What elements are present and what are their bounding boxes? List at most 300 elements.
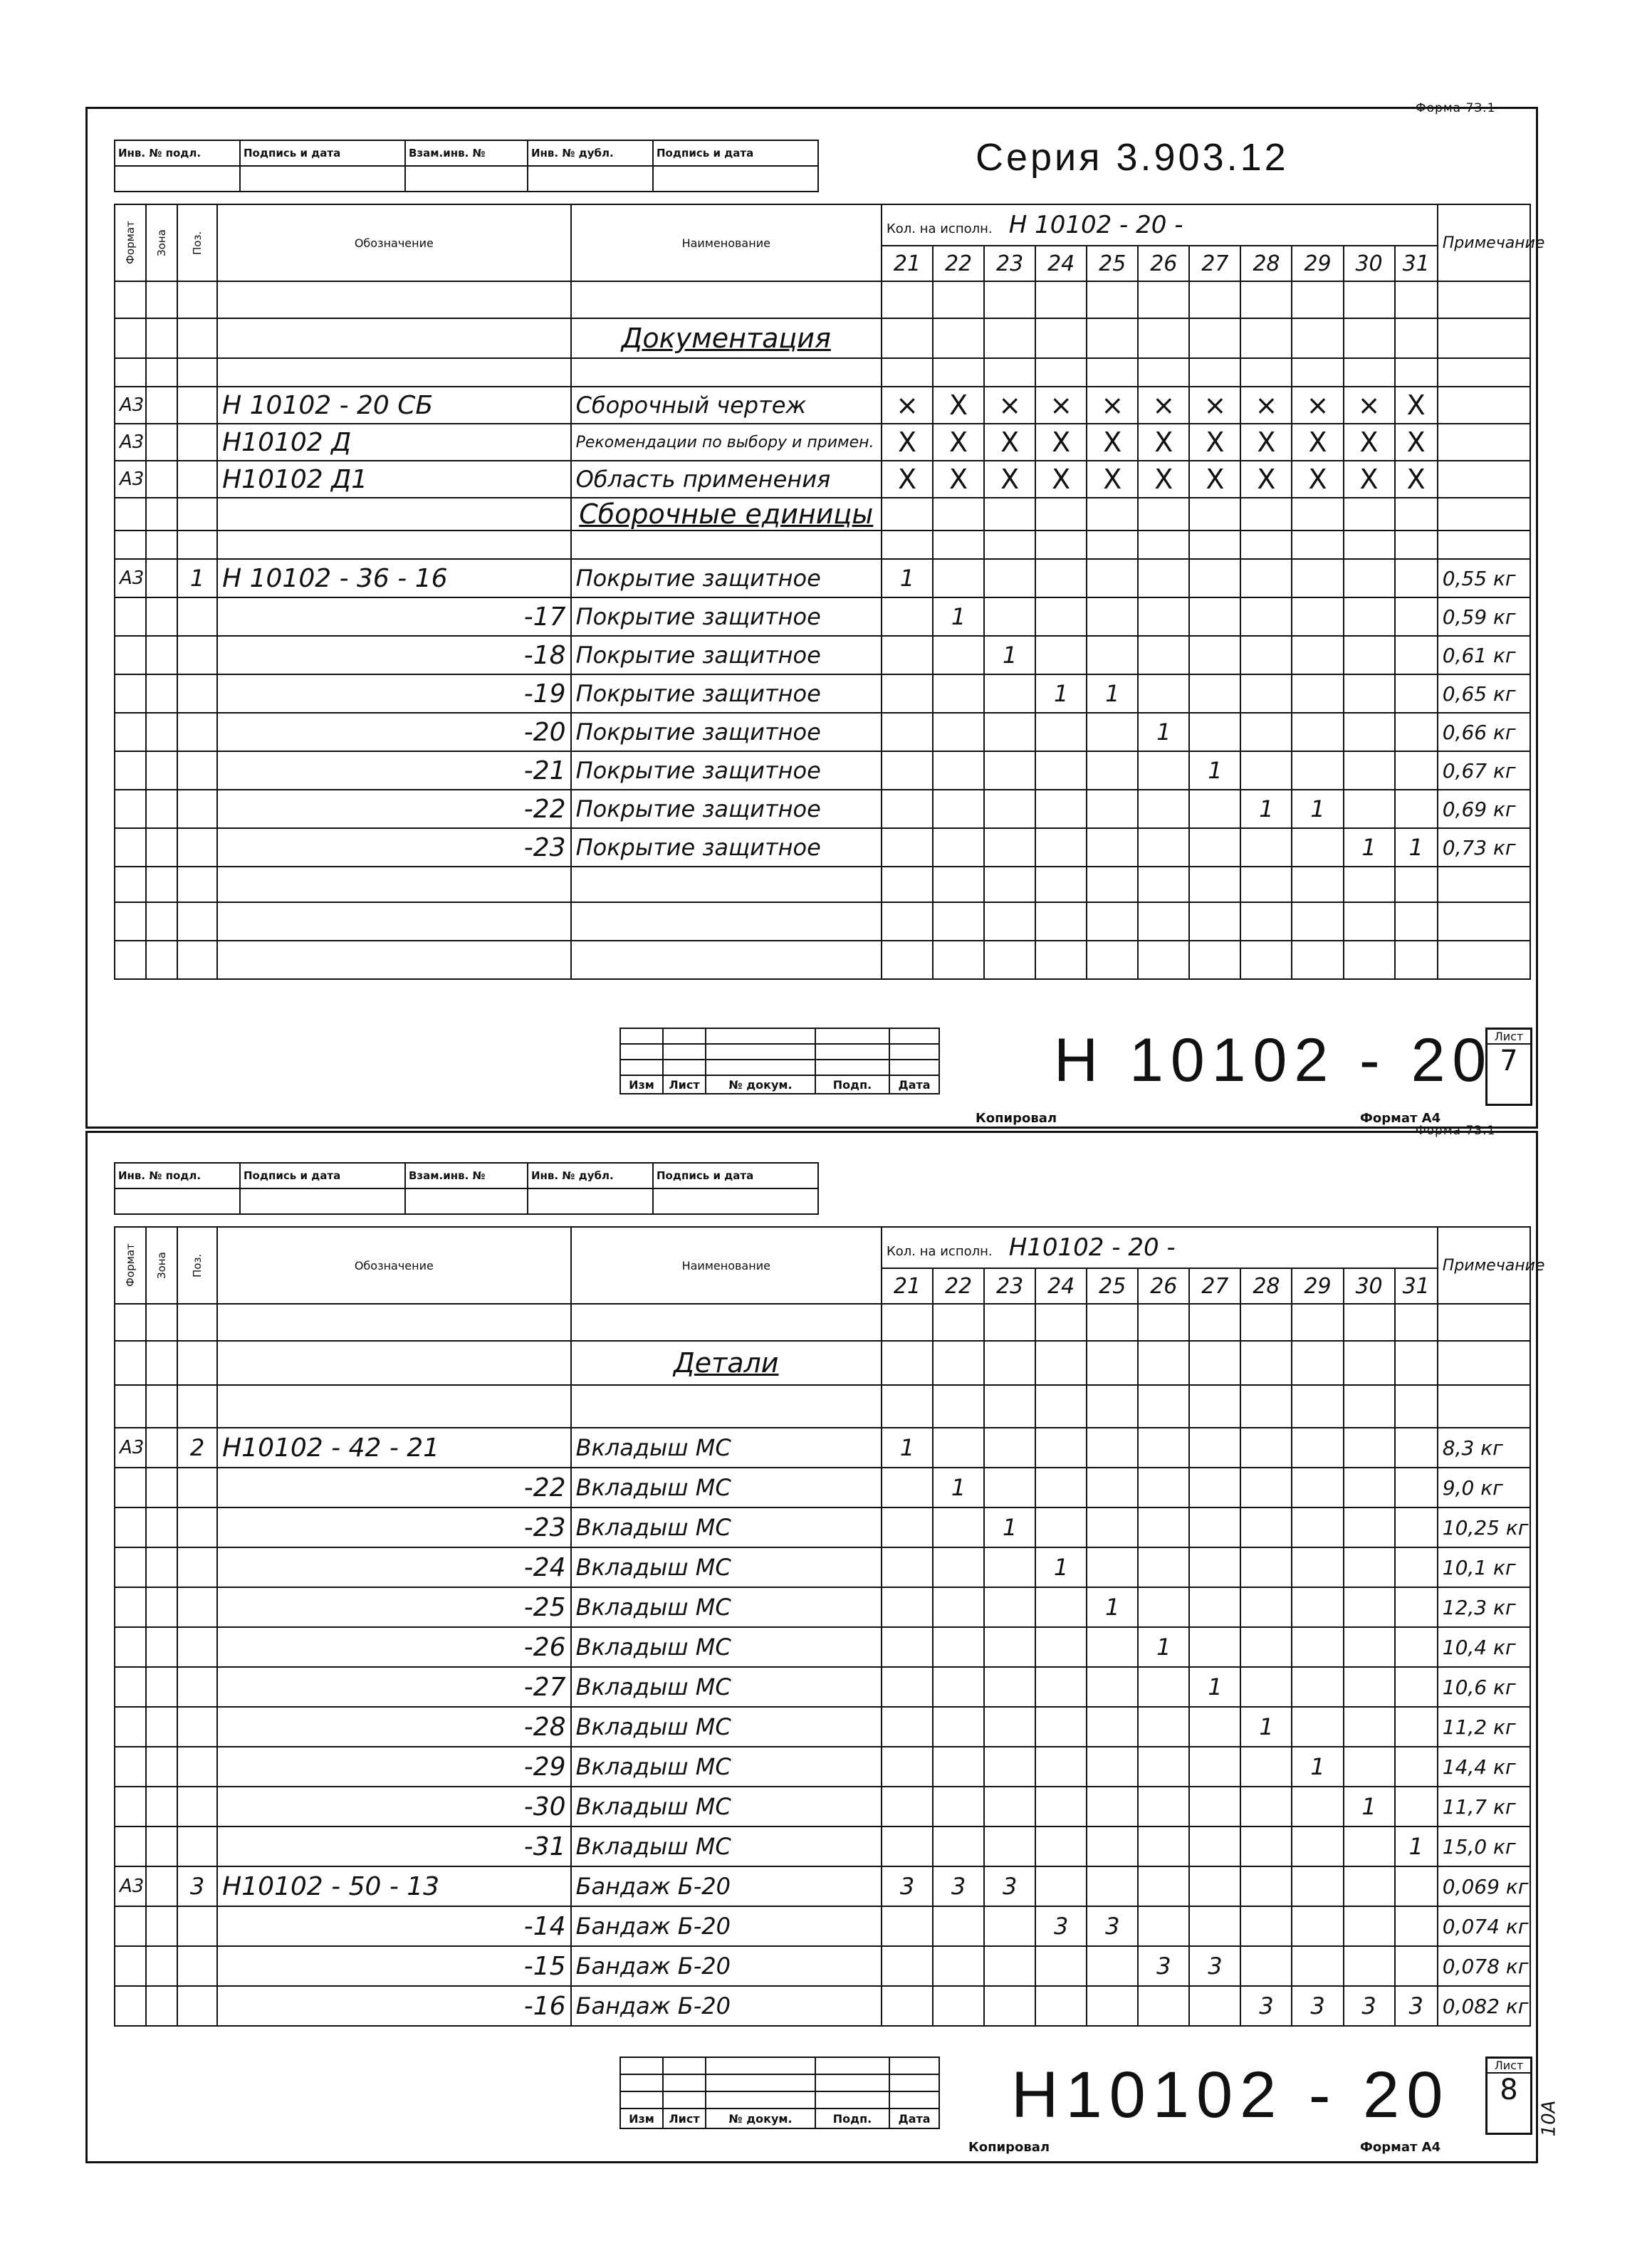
note-cell: 10,6 кг (1438, 1667, 1530, 1707)
zone-cell (146, 387, 177, 424)
table-row (115, 1304, 1530, 1341)
quantity-cell: 3 (1035, 1906, 1087, 1946)
zone-cell (146, 1747, 177, 1787)
note-cell: 10,1 кг (1438, 1547, 1530, 1587)
zone-cell (146, 559, 177, 597)
table-cell (882, 358, 933, 387)
note-cell: 0,078 кг (1438, 1946, 1530, 1986)
table-cell (571, 941, 882, 979)
designation-cell: -23 (217, 828, 570, 867)
note-cell: 0,069 кг (1438, 1866, 1530, 1906)
quantity-cell (882, 828, 933, 867)
quantity-cell (1292, 597, 1343, 636)
table-cell (217, 941, 570, 979)
qty-column-header: 22 (933, 246, 984, 281)
table-cell (115, 867, 146, 902)
table-cell (115, 318, 146, 358)
stamp-cell: Инв. № подл. (115, 1163, 240, 1188)
col-zone-header: Зона (146, 1227, 177, 1304)
quantity-cell (933, 1787, 984, 1827)
qty-column-header: 22 (933, 1268, 984, 1304)
note-cell: 9,0 кг (1438, 1468, 1530, 1507)
quantity-cell: 1 (1035, 674, 1087, 713)
name-cell: Вкладыш МС (571, 1707, 882, 1747)
format-cell: А3 (115, 424, 146, 461)
format-cell (115, 1747, 146, 1787)
table-cell (1189, 867, 1240, 902)
stamp-cell: Инв. № дубл. (528, 1163, 653, 1188)
quantity-cell (1395, 1946, 1438, 1986)
quantity-cell (1395, 1906, 1438, 1946)
quantity-cell (1240, 1507, 1292, 1547)
position-cell (177, 751, 217, 790)
table-cell (217, 358, 570, 387)
quantity-cell (1240, 1906, 1292, 1946)
table-cell (1292, 867, 1343, 902)
name-cell: Покрытие защитное (571, 597, 882, 636)
table-cell (1240, 318, 1292, 358)
table-cell (1189, 281, 1240, 318)
quantity-cell (1344, 1827, 1395, 1866)
table-cell (933, 498, 984, 531)
table-row (115, 1468, 1530, 1507)
table-row (115, 674, 1530, 713)
table-row (115, 1787, 1530, 1827)
table-cell (1438, 1304, 1530, 1341)
table-cell (1087, 941, 1138, 979)
quantity-cell (1240, 1866, 1292, 1906)
applicability-mark: × (1138, 387, 1189, 424)
sheet-number-label: Лист (1487, 1030, 1530, 1045)
quantity-cell (1344, 1946, 1395, 1986)
table-cell (1344, 531, 1395, 559)
qty-header (882, 204, 1438, 246)
zone-cell (146, 828, 177, 867)
name-cell: Вкладыш МС (571, 1627, 882, 1667)
quantity-cell (1087, 1667, 1138, 1707)
table-row (115, 1587, 1530, 1627)
stamp-cell (240, 166, 405, 192)
quantity-cell (1344, 1507, 1395, 1547)
quantity-cell (1189, 1707, 1240, 1747)
quantity-cell (984, 751, 1035, 790)
table-cell (571, 358, 882, 387)
designation-cell: -20 (217, 713, 570, 751)
quantity-cell (1035, 1468, 1087, 1507)
archive-stamp (114, 140, 819, 192)
quantity-cell: 1 (1292, 790, 1343, 828)
table-cell (177, 281, 217, 318)
quantity-cell (1395, 636, 1438, 674)
quantity-cell: 3 (1344, 1986, 1395, 2026)
name-cell: Сборочный чертеж (571, 387, 882, 424)
position-cell (177, 424, 217, 461)
quantity-cell (1240, 1747, 1292, 1787)
tb-date: Дата (889, 2108, 939, 2128)
format-label: Формат А4 (1360, 1111, 1441, 1126)
quantity-cell (1035, 1866, 1087, 1906)
quantity-cell (1087, 1787, 1138, 1827)
position-cell (177, 713, 217, 751)
quantity-cell (1035, 1707, 1087, 1747)
quantity-cell: 1 (933, 597, 984, 636)
table-row (115, 358, 1530, 387)
quantity-cell (882, 1986, 933, 2026)
name-cell: Бандаж Б-20 (571, 1906, 882, 1946)
quantity-cell (1138, 1906, 1189, 1946)
qty-header (882, 1227, 1438, 1268)
quantity-cell (1189, 713, 1240, 751)
quantity-cell (1189, 1787, 1240, 1827)
position-cell (177, 1946, 217, 1986)
applicability-mark: Х (984, 461, 1035, 498)
position-cell (177, 1827, 217, 1866)
qty-column-header: 21 (882, 246, 933, 281)
table-cell (1035, 1304, 1087, 1341)
quantity-cell (1087, 1547, 1138, 1587)
quantity-cell (1087, 1507, 1138, 1547)
note-cell: 0,082 кг (1438, 1986, 1530, 2026)
quantity-cell (1395, 1866, 1438, 1906)
quantity-cell (933, 559, 984, 597)
stamp-cell: Инв. № подл. (115, 140, 240, 166)
quantity-cell (1087, 1627, 1138, 1667)
table-cell (882, 531, 933, 559)
copied-by-label: Копировал (968, 2140, 1050, 2155)
position-cell (177, 674, 217, 713)
quantity-cell: 3 (1189, 1946, 1240, 1986)
table-cell (1395, 1385, 1438, 1428)
stamp-cell: Инв. № дубл. (528, 140, 653, 166)
table-cell (146, 318, 177, 358)
note-cell: 0,69 кг (1438, 790, 1530, 828)
format-cell: А3 (115, 1866, 146, 1906)
table-cell (1344, 498, 1395, 531)
table-row (115, 828, 1530, 867)
quantity-cell (933, 1827, 984, 1866)
table-cell (1292, 1304, 1343, 1341)
position-cell (177, 828, 217, 867)
quantity-cell (882, 1468, 933, 1507)
qty-column-header: 29 (1292, 246, 1343, 281)
table-cell (1395, 318, 1438, 358)
table-cell (882, 498, 933, 531)
name-cell: Вкладыш МС (571, 1547, 882, 1587)
table-cell (571, 281, 882, 318)
table-cell (1344, 867, 1395, 902)
quantity-cell (1138, 1787, 1189, 1827)
section-row (115, 1341, 1530, 1385)
table-cell (1344, 281, 1395, 318)
designation-cell: -31 (217, 1827, 570, 1866)
table-cell (984, 941, 1035, 979)
format-cell (115, 1667, 146, 1707)
quantity-cell (1344, 1587, 1395, 1627)
quantity-cell (1240, 1627, 1292, 1667)
table-cell (177, 531, 217, 559)
applicability-mark: × (1035, 387, 1087, 424)
applicability-mark: Х (984, 424, 1035, 461)
quantity-cell (933, 1547, 984, 1587)
table-row (115, 281, 1530, 318)
quantity-cell (1344, 713, 1395, 751)
table-cell (115, 1304, 146, 1341)
applicability-mark: Х (1240, 461, 1292, 498)
qty-column-header: 31 (1395, 246, 1438, 281)
quantity-cell (1138, 1986, 1189, 2026)
table-cell (1138, 531, 1189, 559)
designation-cell: -28 (217, 1707, 570, 1747)
quantity-cell (933, 1946, 984, 1986)
table-cell (1087, 1341, 1138, 1385)
table-cell (984, 867, 1035, 902)
note-cell: 12,3 кг (1438, 1587, 1530, 1627)
quantity-cell (1344, 1428, 1395, 1468)
name-cell: Покрытие защитное (571, 790, 882, 828)
quantity-cell (1292, 674, 1343, 713)
quantity-cell (1292, 1627, 1343, 1667)
stamp-cell: Подпись и дата (653, 140, 818, 166)
tb-doc: № докум. (706, 1075, 815, 1094)
name-cell: Рекомендации по выбору и примен. (571, 424, 882, 461)
table-row (115, 1507, 1530, 1547)
table-cell (571, 531, 882, 559)
table-row (115, 1747, 1530, 1787)
qty-column-header: 26 (1138, 246, 1189, 281)
quantity-cell (1240, 559, 1292, 597)
format-cell (115, 1787, 146, 1827)
quantity-cell (984, 1468, 1035, 1507)
qty-column-header: 24 (1035, 1268, 1087, 1304)
quantity-cell (1344, 597, 1395, 636)
quantity-cell (882, 636, 933, 674)
stamp-cell (528, 1188, 653, 1214)
quantity-cell (1395, 1747, 1438, 1787)
format-cell (115, 1507, 146, 1547)
quantity-cell (1344, 559, 1395, 597)
table-cell (1189, 318, 1240, 358)
quantity-cell (984, 1707, 1035, 1747)
qty-column-header: 25 (1087, 246, 1138, 281)
position-cell (177, 790, 217, 828)
quantity-cell: 1 (1344, 828, 1395, 867)
note-cell (1438, 461, 1530, 498)
applicability-mark: × (1292, 387, 1343, 424)
quantity-cell: 3 (984, 1866, 1035, 1906)
table-cell (1395, 498, 1438, 531)
qty-column-header: 30 (1344, 1268, 1395, 1304)
qty-column-header: 27 (1189, 1268, 1240, 1304)
table-cell (1240, 498, 1292, 531)
quantity-cell (1189, 674, 1240, 713)
format-cell (115, 1906, 146, 1946)
quantity-cell (933, 828, 984, 867)
quantity-cell (1292, 1946, 1343, 1986)
quantity-cell (1395, 1627, 1438, 1667)
form-label: Форма 7З.1 (1416, 101, 1496, 115)
quantity-cell (882, 751, 933, 790)
tb-list: Лист (663, 2108, 706, 2128)
table-cell (217, 902, 570, 941)
table-cell (882, 941, 933, 979)
format-cell (115, 713, 146, 751)
table-cell (1438, 498, 1530, 531)
table-cell (1292, 1385, 1343, 1428)
table-cell (1240, 531, 1292, 559)
name-cell: Бандаж Б-20 (571, 1866, 882, 1906)
table-cell (882, 1385, 933, 1428)
format-cell (115, 636, 146, 674)
table-cell (177, 498, 217, 531)
table-cell (1438, 867, 1530, 902)
table-cell (1240, 1304, 1292, 1341)
qty-label: Кол. на исполн. (886, 1244, 993, 1259)
applicability-mark: Х (1189, 461, 1240, 498)
quantity-cell (1035, 790, 1087, 828)
table-cell (146, 902, 177, 941)
stamp-cell: Взам.инв. № (405, 140, 528, 166)
table-cell (115, 1385, 146, 1428)
section-title: Документация (571, 318, 882, 358)
zone-cell (146, 674, 177, 713)
format-cell (115, 1707, 146, 1747)
quantity-cell (1087, 1866, 1138, 1906)
quantity-cell (882, 790, 933, 828)
title-block-grid (619, 2057, 940, 2129)
name-cell: Покрытие защитное (571, 713, 882, 751)
table-cell (571, 1385, 882, 1428)
table-cell (571, 1304, 882, 1341)
quantity-cell (1292, 1667, 1343, 1707)
quantity-cell (1395, 1468, 1438, 1507)
designation-cell: -22 (217, 1468, 570, 1507)
quantity-cell (1035, 1986, 1087, 2026)
table-cell (177, 1304, 217, 1341)
table-cell (1087, 318, 1138, 358)
note-cell: 0,65 кг (1438, 674, 1530, 713)
col-name-header: Наименование (571, 204, 882, 281)
quantity-cell (882, 1627, 933, 1667)
table-cell (1240, 358, 1292, 387)
quantity-cell: 1 (1138, 1627, 1189, 1667)
quantity-cell (1138, 1587, 1189, 1627)
table-cell (1344, 1341, 1395, 1385)
quantity-cell (1138, 1468, 1189, 1507)
table-cell (217, 318, 570, 358)
note-cell: 14,4 кг (1438, 1747, 1530, 1787)
position-cell: 3 (177, 1866, 217, 1906)
quantity-cell (1395, 1587, 1438, 1627)
table-cell (1292, 498, 1343, 531)
quantity-cell (1087, 1986, 1138, 2026)
stamp-cell (240, 1188, 405, 1214)
col-designation-header: Обозначение (217, 1227, 570, 1304)
qty-column-header: 27 (1189, 246, 1240, 281)
table-cell (1035, 902, 1087, 941)
table-cell (115, 281, 146, 318)
applicability-mark: Х (1138, 461, 1189, 498)
section-title: Сборочные единицы (571, 498, 882, 531)
table-cell (1395, 1341, 1438, 1385)
applicability-mark: × (1240, 387, 1292, 424)
quantity-cell (1240, 1827, 1292, 1866)
quantity-cell: 3 (1138, 1946, 1189, 1986)
quantity-cell (1035, 559, 1087, 597)
table-cell (177, 867, 217, 902)
quantity-cell (1292, 828, 1343, 867)
format-cell (115, 1468, 146, 1507)
position-cell (177, 1787, 217, 1827)
quantity-cell (1292, 1827, 1343, 1866)
col-zone-header: Зона (146, 204, 177, 281)
quantity-cell (882, 713, 933, 751)
table-cell (1395, 941, 1438, 979)
quantity-cell (933, 1627, 984, 1667)
table-cell (1240, 941, 1292, 979)
table-cell (1189, 531, 1240, 559)
format-cell: А3 (115, 461, 146, 498)
quantity-cell (1189, 1627, 1240, 1667)
quantity-cell: 1 (984, 636, 1035, 674)
table-row (115, 424, 1530, 461)
table-cell (933, 318, 984, 358)
applicability-mark: × (1189, 387, 1240, 424)
qty-column-header: 26 (1138, 1268, 1189, 1304)
quantity-cell (1087, 713, 1138, 751)
table-cell (1240, 281, 1292, 318)
position-cell: 2 (177, 1428, 217, 1468)
quantity-cell (1087, 1707, 1138, 1747)
table-cell (984, 1341, 1035, 1385)
quantity-cell (882, 1667, 933, 1707)
table-cell (115, 358, 146, 387)
format-cell: А3 (115, 559, 146, 597)
table-cell (1035, 358, 1087, 387)
quantity-cell (1138, 1747, 1189, 1787)
table-cell (1344, 1304, 1395, 1341)
table-cell (1395, 902, 1438, 941)
quantity-cell (1292, 559, 1343, 597)
applicability-mark: Х (933, 461, 984, 498)
table-cell (984, 498, 1035, 531)
quantity-cell (1344, 1747, 1395, 1787)
quantity-cell (1240, 751, 1292, 790)
note-cell: 0,074 кг (1438, 1906, 1530, 1946)
stamp-cell (115, 1188, 240, 1214)
quantity-cell (984, 1827, 1035, 1866)
table-cell (1035, 318, 1087, 358)
quantity-cell (933, 1587, 984, 1627)
table-cell (1240, 1385, 1292, 1428)
quantity-cell (1189, 790, 1240, 828)
quantity-cell (1292, 636, 1343, 674)
quantity-cell (1087, 636, 1138, 674)
quantity-cell (882, 1507, 933, 1547)
format-cell (115, 597, 146, 636)
table-cell (1035, 281, 1087, 318)
quantity-cell (882, 597, 933, 636)
applicability-mark: × (1087, 387, 1138, 424)
table-cell (1438, 1385, 1530, 1428)
name-cell: Бандаж Б-20 (571, 1986, 882, 2026)
quantity-cell (1087, 559, 1138, 597)
quantity-cell: 3 (882, 1866, 933, 1906)
table-cell (1035, 498, 1087, 531)
table-cell (1395, 1304, 1438, 1341)
position-cell (177, 1667, 217, 1707)
qty-label: Кол. на исполн. (886, 221, 993, 236)
table-cell (217, 1304, 570, 1341)
